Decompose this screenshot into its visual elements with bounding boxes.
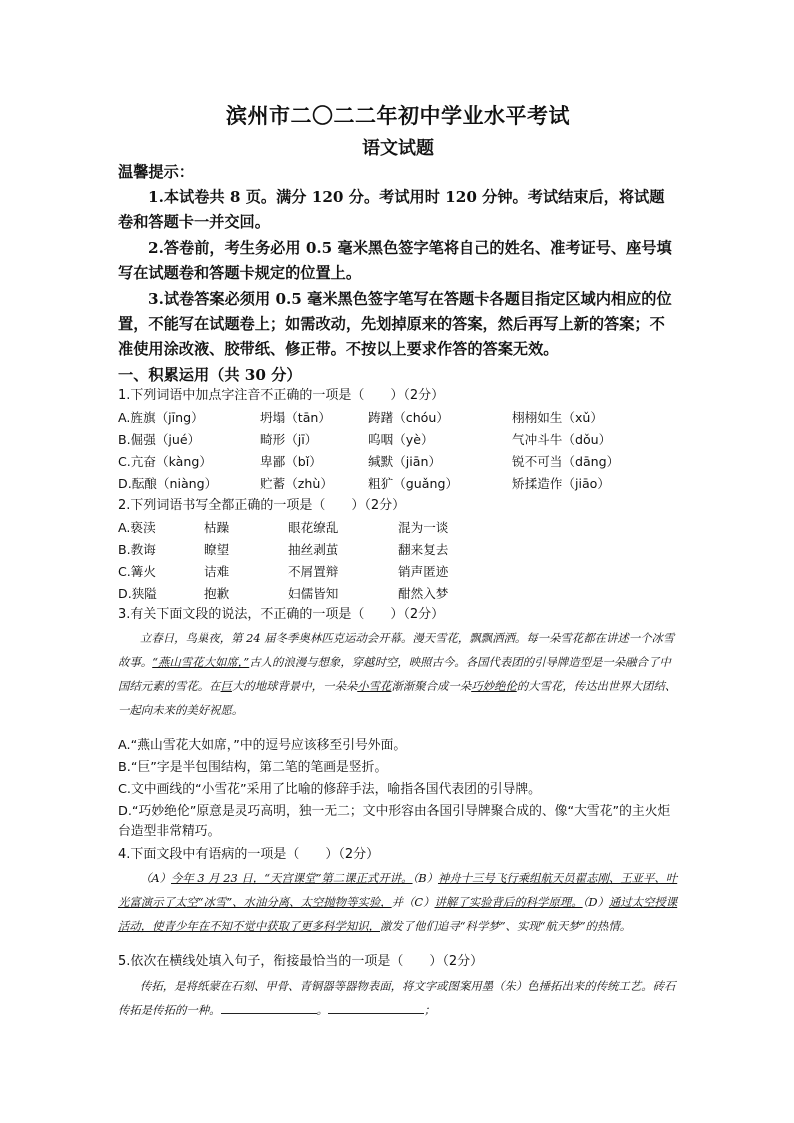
q2-d-word-1: D.狭隘	[118, 586, 157, 601]
q1-a-word-2: 坍塌（tān）	[260, 410, 332, 425]
q3-passage-text-3: 大的地球背景中，一朵朵	[231, 679, 358, 693]
q5-separator-2: ；	[423, 1003, 436, 1017]
q2-a-word-3: 眼花缭乱	[288, 520, 339, 535]
q1-d-word-3: 粗犷（guǎng）	[368, 476, 459, 491]
q1-a-word-4: 栩栩如生（xǔ）	[512, 410, 603, 425]
q2-b-word-3: 抽丝剥茧	[288, 542, 339, 557]
q3-passage	[118, 626, 678, 722]
q5-passage-text: 传拓，是将纸蒙在石刻、甲骨、青铜器等器物表面，将文字或图案用墨（朱）色捶拓出来的传统工艺。砖石传拓是传拓的一种。	[118, 979, 676, 1017]
q3-stem: 3.有关下面文段的说法，不正确的一项是（ ）（2分）	[118, 607, 445, 622]
q3-option-c: C.文中画线的“小雪花”采用了比喻的修辞手法，喻指各国代表团的引导牌。	[118, 782, 541, 797]
q1-option-d	[118, 474, 678, 494]
q5-passage	[118, 974, 678, 1022]
q4-mark-a: （A）	[140, 871, 172, 885]
exam-subtitle: 语文试题	[362, 138, 434, 159]
tip-item-3: 3.试卷答案必须用 0.5 毫米黑色签字笔写在答题卡各题目指定区域内相应的位置，不能写在试题卷上；如需改动，先划掉原来的答案，然后再写上新的答案；不准使用涂改液、胶带纸、修正带。不按以上要求作答的答案无效。	[118, 290, 672, 358]
q2-c-word-3: 不屑置辩	[288, 564, 339, 579]
q2-d-word-2: 抱歉	[204, 586, 230, 601]
q1-c-word-3: 缄默（jiān）	[368, 454, 442, 469]
q5-blank-1	[221, 1001, 317, 1014]
q2-stem: 2.下列词语书写全都正确的一项是（ ）（2分）	[118, 498, 406, 513]
q2-c-word-4: 销声匿迹	[398, 564, 449, 579]
tip-item-1: 1.本试卷共 8 页。满分 120 分。考试用时 120 分钟。考试结束后，将试题卷和答题卡一并交回。	[118, 188, 665, 231]
q4-sentence-d: 通过太空授课活动，使青少年在不知不觉中获取了更多科学知识，	[118, 895, 678, 933]
tips-heading: 温馨提示：	[118, 163, 194, 181]
q1-a-word-1: A.旌旗（jīng）	[118, 410, 204, 425]
q2-a-word-1: A.亵渎	[118, 520, 156, 535]
q5-separator-1: 。	[316, 1003, 328, 1017]
q2-d-word-3: 妇儒皆知	[288, 586, 339, 601]
q1-stem: 1.下列词语中加点字注音不正确的一项是（ ）（2分）	[118, 388, 445, 403]
q3-passage-ju: 巨	[220, 679, 232, 693]
q4-sentence-tail: 激发了他们追寻“科学梦”、实现“航天梦”的热情。	[380, 919, 632, 933]
q1-c-word-2: 卑鄙（bǐ）	[260, 454, 322, 469]
q3-passage-quote: “燕山雪花大如席，”	[152, 655, 250, 669]
q2-option-c	[118, 562, 678, 582]
q1-d-word-1: D.酝酿（niàng）	[118, 476, 218, 491]
q1-b-word-1: B.倔强（jué）	[118, 432, 201, 447]
q1-a-word-3: 踌躇（chóu）	[368, 410, 449, 425]
q3-option-d: D.“巧妙绝伦”原意是灵巧高明，独一无二；文中形容由各国引导牌聚合成的、像“大雪花”的主火炬台造型非常精巧。	[118, 804, 671, 839]
q2-b-word-1: B.教诲	[118, 542, 156, 557]
q1-d-word-4: 矫揉造作（jiāo）	[512, 476, 610, 491]
q2-c-word-1: C.篝火	[118, 564, 156, 579]
q2-option-d	[118, 584, 678, 604]
exam-title: 滨州市二〇二二年初中学业水平考试	[226, 103, 570, 128]
q2-a-word-4: 混为一谈	[398, 520, 449, 535]
q1-b-word-2: 畸形（jī）	[260, 432, 318, 447]
section-title: 一、积累运用（共 30 分）	[118, 366, 302, 384]
q4-sentence-a: 今年 3 月 23 日，“天宫课堂”第二课正式开讲。	[171, 871, 413, 885]
q1-b-word-4: 气冲斗牛（dǒu）	[512, 432, 612, 447]
q3-passage-text-2: 古人的浪漫与想象，穿越时空，映照古今。各国代表团的引导牌造型是一朵融合了中国结元素的雪花。在	[118, 655, 671, 693]
q4-sentence-c: 讲解了实验背后的科学原理。	[434, 895, 583, 909]
q1-c-word-4: 锐不可当（dāng）	[512, 454, 620, 469]
q4-mark-c: 并（C）	[391, 895, 435, 909]
q5-stem: 5.依次在横线处填入句子，衔接最恰当的一项是（ ）（2分）	[118, 954, 484, 969]
q3-passage-qiaomiao: 巧妙绝伦	[471, 679, 517, 693]
q2-c-word-2: 诘难	[204, 564, 230, 579]
q4-sentence-b: 神舟十三号飞行乘组航天员翟志刚、王亚平、叶光富演示了太空“冰雪”、水油分离、太空抛物等实验，	[118, 871, 678, 909]
tip-item-2: 2.答卷前，考生务必用 0.5 毫米黑色签字笔将自己的姓名、准考证号、座号填写在试题卷和答题卡规定的位置上。	[118, 239, 672, 282]
q2-a-word-2: 枯躁	[204, 520, 230, 535]
q3-passage-text-4: 渐渐聚合成一朵	[391, 679, 472, 693]
q4-stem: 4.下面文段中有语病的一项是（ ）（2分）	[118, 847, 380, 862]
q3-passage-text-1: 立春日，鸟巢夜，第 24 届冬季奥林匹克运动会开幕。漫天雪花，飘飘洒洒。每一朵雪花都在讲述一个冰雪故事。	[118, 631, 675, 669]
q1-option-b	[118, 430, 678, 450]
q1-b-word-3: 呜咽（yè）	[368, 432, 434, 447]
q3-passage-text-5: 的大雪花，传达出世界大团结、一起向未来的美好祝愿。	[118, 679, 677, 717]
q4-mark-d: （D）	[582, 895, 609, 909]
q2-d-word-4: 酣然入梦	[398, 586, 449, 601]
q1-d-word-2: 贮蓄（zhù）	[260, 476, 333, 491]
q2-b-word-4: 翻来复去	[398, 542, 449, 557]
q1-option-a	[118, 408, 678, 428]
q2-b-word-2: 瞭望	[204, 542, 230, 557]
q4-mark-b: （B）	[412, 871, 438, 885]
q2-option-b	[118, 540, 678, 560]
q3-option-a: A.“燕山雪花大如席，”中的逗号应该移至引号外面。	[118, 738, 407, 753]
q3-passage-xiaoxuehua: 小雪花	[357, 679, 392, 693]
q5-blank-2	[328, 1001, 424, 1014]
q4-passage	[118, 866, 678, 938]
q1-option-c	[118, 452, 678, 472]
q1-c-word-1: C.亢奋（kàng）	[118, 454, 212, 469]
q2-option-a	[118, 518, 678, 538]
q3-option-b: B.“巨”字是半包围结构，第二笔的笔画是竖折。	[118, 760, 388, 775]
